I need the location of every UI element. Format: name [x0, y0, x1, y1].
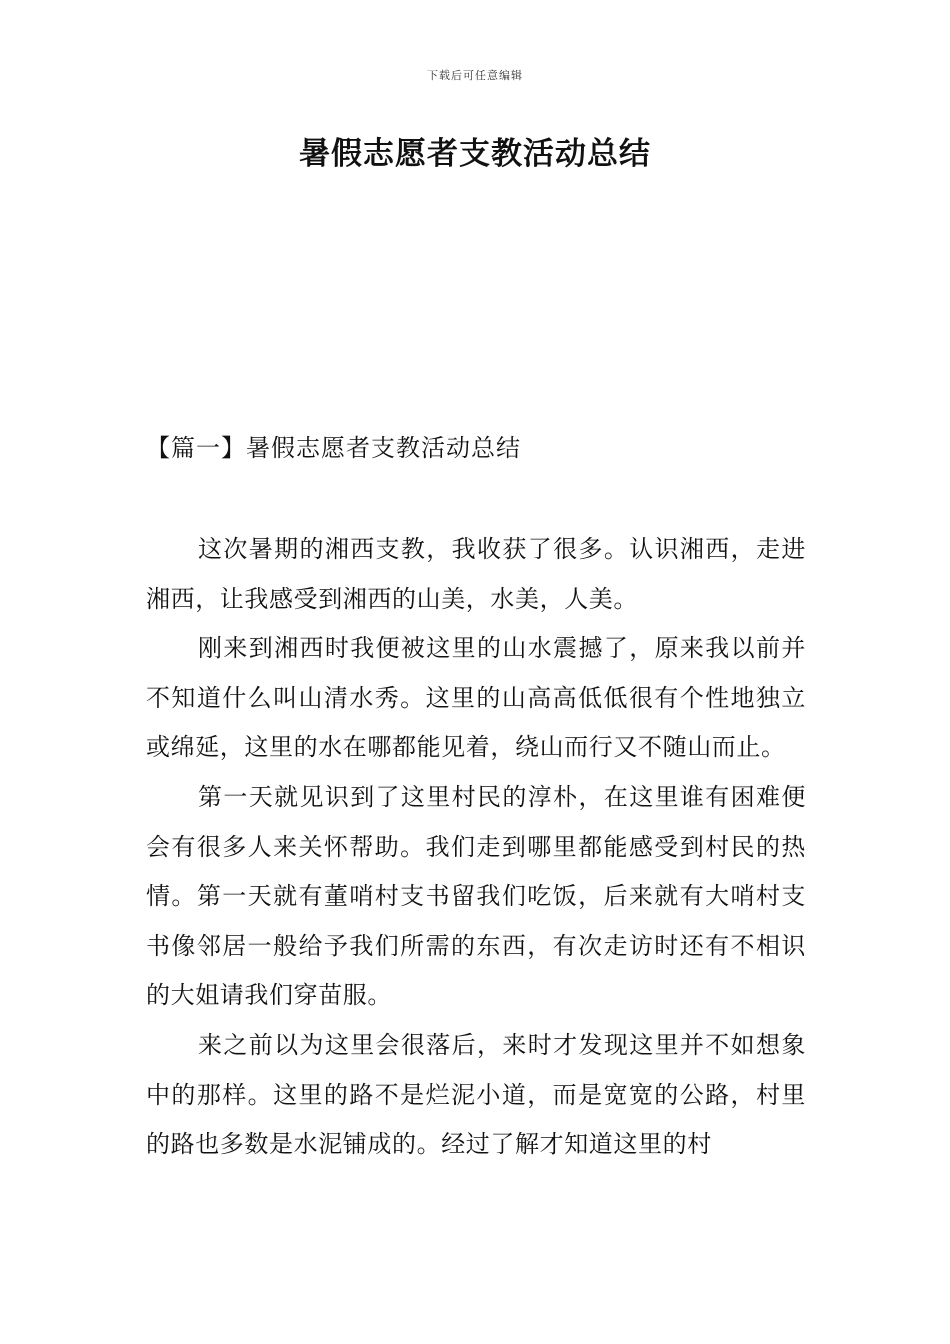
paragraph: 第一天就见识到了这里村民的淳朴，在这里谁有困难便会有很多人来关怀帮助。我们走到哪里都能感受到村民的热情。第一天就有董哨村支书留我们吃饭，后来就有大哨村支书像邻居一般给予我们所需的东西，有次走访时还有不相识的大姐请我们穿苗服。	[146, 782, 806, 1010]
section-heading: 【篇一】暑假志愿者支教活动总结	[146, 434, 521, 462]
header-note: 下载后可任意编辑	[427, 69, 523, 82]
paragraph: 来之前以为这里会很落后，来时才发现这里并不如想象中的那样。这里的路不是烂泥小道，而是宽宽的公路，村里的路也多数是水泥铺成的。经过了解才知道这里的村	[146, 1030, 806, 1159]
paragraph: 刚来到湘西时我便被这里的山水震撼了，原来我以前并不知道什么叫山清水秀。这里的山高高低低很有个性地独立或绵延，这里的水在哪都能见着，绕山而行又不随山而止。	[146, 634, 806, 762]
document-title: 暑假志愿者支教活动总结	[299, 136, 651, 172]
paragraph: 这次暑期的湘西支教，我收获了很多。认识湘西，走进湘西，让我感受到湘西的山美，水美，人美。	[146, 535, 806, 613]
body-text	[146, 525, 806, 1170]
